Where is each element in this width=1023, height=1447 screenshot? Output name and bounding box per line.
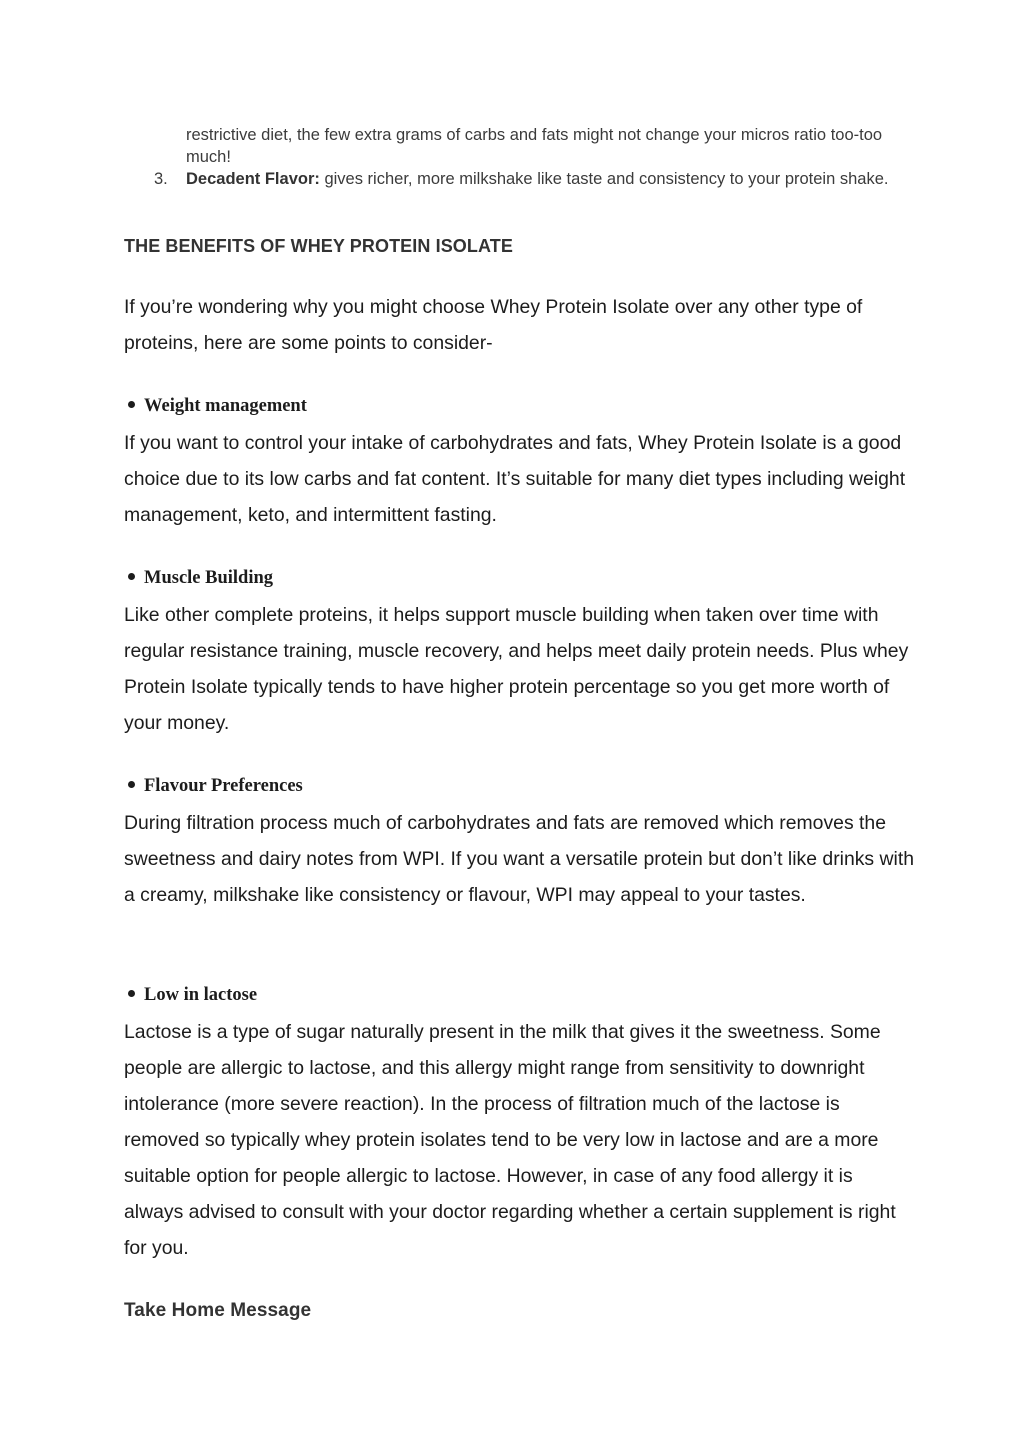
- bullet-heading: [124, 985, 257, 1006]
- bullet-icon: [128, 573, 135, 580]
- numbered-list: [124, 124, 904, 190]
- bullet-heading: [124, 776, 303, 797]
- bullet-heading-text: Weight management: [144, 396, 307, 416]
- bullet-icon: [128, 401, 135, 408]
- section-paragraph: Like other complete proteins, it helps support muscle building when taken over time with regular resistance training, muscle recovery, and helps meet daily protein needs. Plus whey Protein Isolate typically tends to have higher protein percentage so you get more worth of your money.: [124, 604, 909, 734]
- bullet-heading: [124, 396, 307, 417]
- list-number: 3.: [154, 170, 168, 188]
- list-item-label: Decadent Flavor:: [186, 170, 320, 188]
- section-heading-take-home: Take Home Message: [124, 1300, 312, 1321]
- bullet-icon: [128, 781, 135, 788]
- section-paragraph: During filtration process much of carbohydrates and fats are removed which removes the sweetness and dairy notes from WPI. If you want a versatile protein but don’t like drinks with a creamy, milkshake like consistency or flavour, WPI may appeal to your tastes.: [124, 812, 914, 906]
- list-item: [124, 168, 904, 190]
- intro-paragraph: If you’re wondering why you might choose Whey Protein Isolate over any other type of proteins, here are some points to consider-: [124, 296, 863, 354]
- bullet-heading-text: Low in lactose: [144, 985, 258, 1005]
- section-paragraph: Lactose is a type of sugar naturally present in the milk that gives it the sweetness. Some people are allergic to lactose, and this allergy might range from sensitivity to downright intolerance (more severe reaction). In the process of filtration much of the lactose is removed so typically whey protein isolates tend to be very low in lactose and are a more suitable option for people allergic to lactose. However, in case of any food allergy it is always advised to consult with your doctor regarding whether a certain supplement is right for you.: [124, 1021, 896, 1259]
- section-heading-benefits: THE BENEFITS OF WHEY PROTEIN ISOLATE: [124, 236, 513, 256]
- section-paragraph: If you want to control your intake of carbohydrates and fats, Whey Protein Isolate is a good choice due to its low carbs and fat content. It’s suitable for many diet types including weight management, keto, and intermittent fasting.: [124, 432, 906, 526]
- list-item-continuation: restrictive diet, the few extra grams of carbs and fats might not change your micros ratio too-too much!: [186, 126, 883, 166]
- bullet-heading: [124, 568, 273, 589]
- bullet-heading-text: Muscle Building: [144, 568, 274, 588]
- bullet-icon: [128, 990, 135, 997]
- bullet-heading-text: Flavour Preferences: [144, 776, 303, 796]
- list-item-text: gives richer, more milkshake like taste and consistency to your protein shake.: [319, 170, 889, 188]
